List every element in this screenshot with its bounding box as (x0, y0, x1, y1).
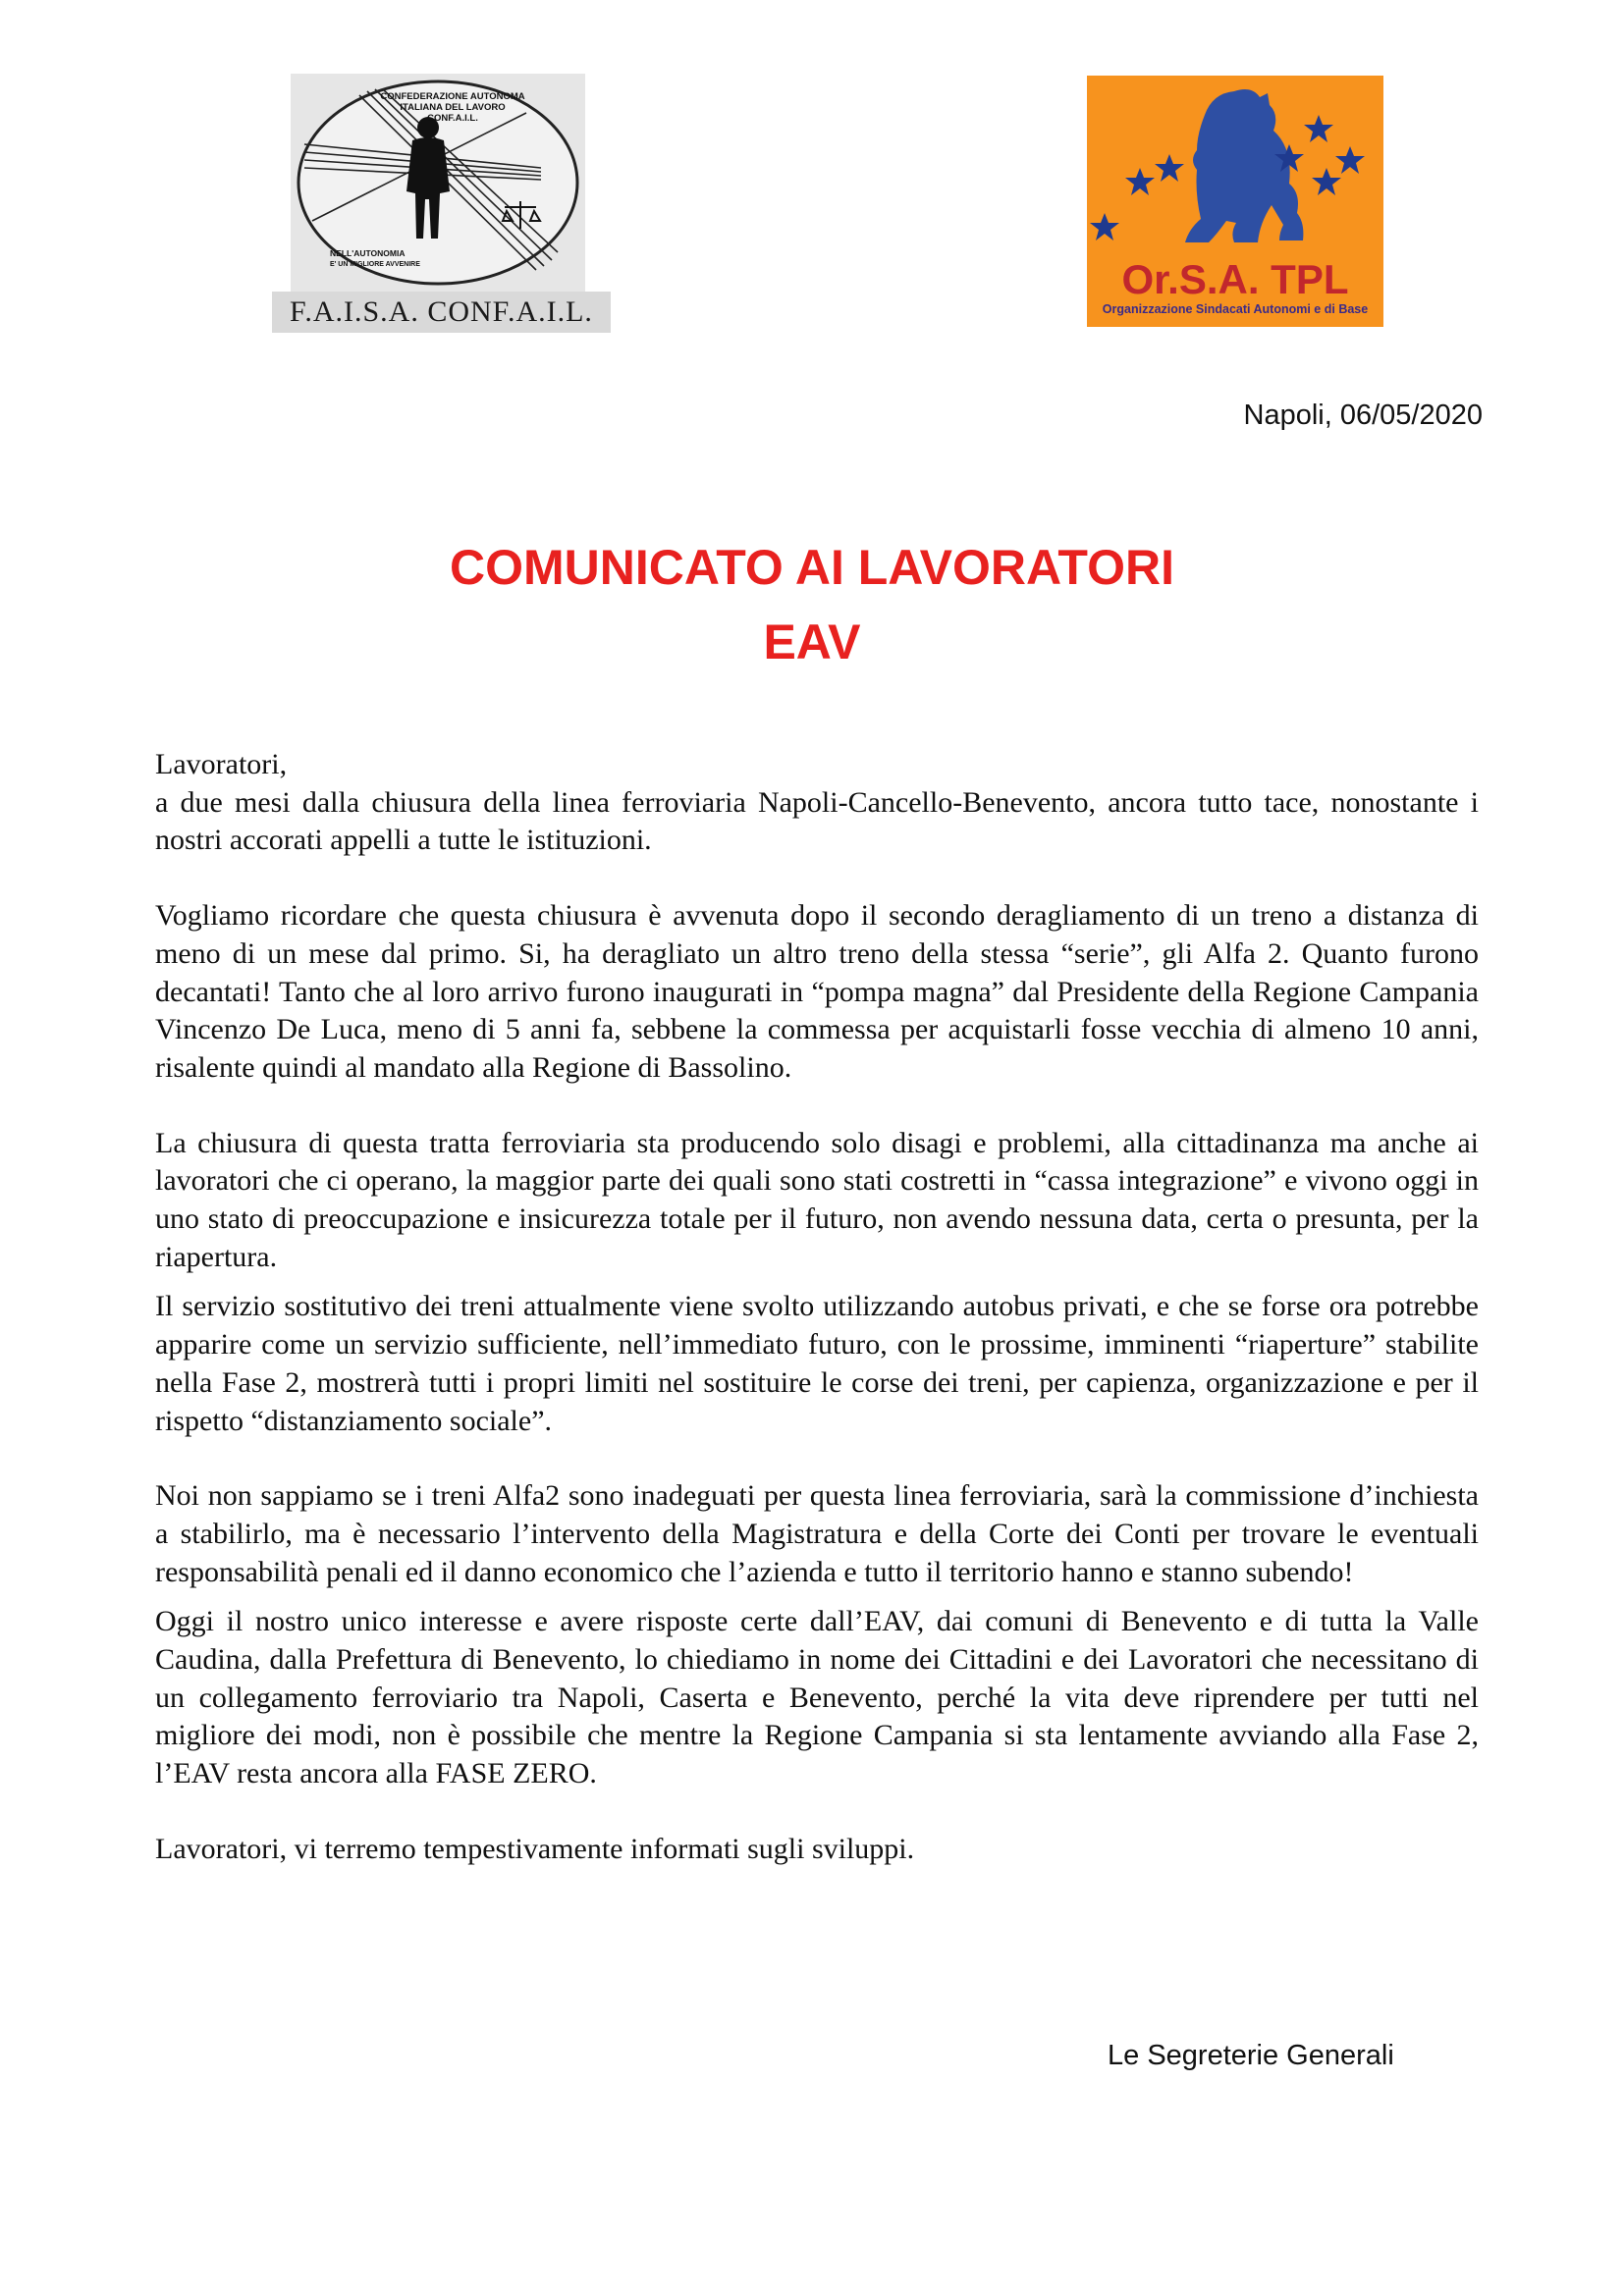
confail-ring-text-1: CONFEDERAZIONE AUTONOMA (380, 91, 525, 102)
paragraph-1: a due mesi dalla chiusura della linea ferroviaria Napoli-Cancello-Benevento, ancora tutto tace, nonostante i nostri accorati appelli a tutte le istituzioni. (155, 785, 1479, 857)
title-line-1: COMUNICATO AI LAVORATORI (450, 540, 1174, 595)
greeting: Lavoratori, (155, 748, 288, 780)
confail-motto-2: E' UN MIGLIORE AVVENIRE (330, 261, 420, 268)
paragraph-7: Lavoratori, vi terremo tempestivamente informati sugli sviluppi. (155, 1832, 915, 1865)
faisa-caption: F.A.I.S.A. CONF.A.I.L. (272, 292, 611, 333)
orsa-brand-name: Or.S.A. TPL (1121, 256, 1349, 302)
document-body (155, 746, 1479, 1869)
confail-motto-1: NELL'AUTONOMIA (330, 248, 406, 258)
signature: Le Segreterie Generali (1108, 2040, 1394, 2071)
paragraph-3: La chiusura di questa tratta ferroviaria sta producendo solo disagi e problemi, alla cittadinanza ma anche ai lavoratori che ci operano, la maggior parte dei quali sono stati costretti in “cassa integrazione” e vivono oggi in uno stato di preoccupazione e insicurezza totale per il futuro, non avendo nessuna data, certa o presunta, per la riapertura. (155, 1126, 1479, 1273)
paragraph-2: Vogliamo ricordare che questa chiusura è avvenuta dopo il secondo deragliamento di un treno a distanza di meno di un mese dal primo. Si, ha deragliato un altro treno della stessa “serie”, gli Alfa 2. Quanto furono decantati! Tanto che al loro arrivo furono inaugurati in “pompa magna” dal Presidente della Regione Campania Vincenzo De Luca, meno di 5 anni fa, sebbene la commessa per acquistarli fosse vecchia di almeno 10 anni, risalente quindi al mandato alla Regione di Bassolino. (155, 899, 1479, 1084)
document-title (0, 530, 1624, 679)
faisa-confail-logo (272, 74, 611, 333)
confail-emblem (291, 74, 585, 292)
title-line-2: EAV (763, 614, 861, 669)
document-date: Napoli, 06/05/2020 (1243, 400, 1483, 431)
paragraph-5: Noi non sappiamo se i treni Alfa2 sono inadeguati per questa linea ferroviaria, sarà la commissione d’inchiesta a stabilirlo, ma è necessario l’intervento della Magistratura e della Corte dei Conti per trovare le eventuali responsabilità penali ed il danno economico che l’azienda e tutto il territorio hanno e stanno subendo! (155, 1479, 1479, 1588)
orsa-tagline: Organizzazione Sindacati Autonomi e di Base (1102, 302, 1369, 316)
paragraph-6: Oggi il nostro unico interesse e avere risposte certe dall’EAV, dai comuni di Benevento e di tutta la Valle Caudina, dalla Prefettura di Benevento, lo chiediamo in nome dei Cittadini e dei Lavoratori che necessitano di un collegamento ferroviario tra Napoli, Caserta e Benevento, perché la vita deve riprendere per tutti nel migliore dei modi, non è possibile che mentre la Regione Campania si sta lentamente avviando alla Fase 2, l’EAV resta ancora alla FASE ZERO. (155, 1605, 1479, 1790)
confail-ring-text-3: CONF.A.I.L. (427, 113, 478, 124)
confail-ring-text-2: ITALIANA DEL LAVORO (400, 102, 506, 113)
orsa-tpl-logo (1087, 76, 1383, 327)
confail-emblem-graphic (291, 74, 585, 292)
paragraph-4: Il servizio sostitutivo dei treni attualmente viene svolto utilizzando autobus privati, e che se forse ora potrebbe apparire come un servizio sufficiente, nell’immediato futuro, con le prossime, imminenti “riaperture” stabilite nella Fase 2, mostrerà tutti i propri limiti nel sostituire le corse dei treni, per capienza, organizzazione e per il rispetto “distanziamento sociale”. (155, 1290, 1479, 1437)
